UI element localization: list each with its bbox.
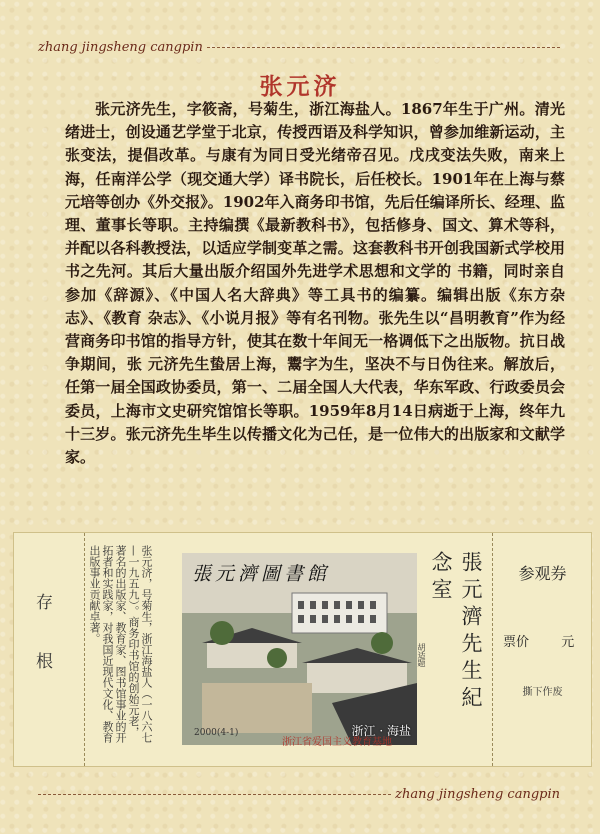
header-signature: zhang jingsheng cangpin [38,39,203,55]
memorial-hall-name: 張元濟先生紀念室 [429,551,483,713]
ticket-photo-panel [182,553,417,745]
footer-divider [38,794,391,795]
admission-title: 参观券 [518,564,567,583]
ticket-stub [14,533,85,766]
education-base-label: 浙江省爱国主义教育基地 [282,737,392,748]
inscription-credit: 胡适题 [417,643,426,667]
stub-label: 存根 [32,593,52,711]
tear-off-note: 撕下作废 [522,687,563,698]
admission-price [503,631,574,650]
admission-ticket [13,532,592,767]
library-photo [182,553,417,745]
photo-calligraphy: 張元濟圖書館 [192,563,331,585]
header [38,37,560,57]
article-title: 张元济 [259,73,341,100]
price-label: 票价 [503,635,530,650]
photo-place-caption: 浙江 · 海盐 [351,724,411,738]
footer-signature: zhang jingsheng cangpin [395,786,560,802]
article-body: 张元济先生，字筱斋，号菊生，浙江海盐人。1867年生于广州。清光绪进士，创设通艺学堂于北京，传授西语及科学知识，曾参加维新运动，主张变法，提倡改革。与康有为同日受光绪帝召见。戊戌变法失败，南来上海，任南洋公学（现交通大学）译书院长，后任校长。1901年在上海与蔡元培等创办《外交报》。1902年入商务印书馆，先后任编译所长、经理、监理、董事长等职。主持编撰《最新教科书》，包括修身、国文、算术等科，并配以各科教授法，以适应学制变革之需。这套教科书开创我国新式学校用书之先河。其后大量出版介绍国外先进学术思想和文学的 书籍，同时亲自参加《辞源》、《中国人名大辞典》等工具书的编纂。编辑出版《东方杂志》、《教育 杂志》、《小说月报》等有名刊物。张先生以“昌明教育”作为经营商务印书馆的指导方针，使其在数十年间无一格调低下之出版物。抗日战争期间，张 元济先生蛰居上海，鬻字为生，坚决不与日伪往来。解放后，任第一届全国政协委员，第一、二届全国人大代表，华东军政、行政委员会委员，上海市文史研究馆馆长等职。1959年8月14日病逝于上海，终年九十三岁。张元济先生毕生以传播文化为己任，是一位伟大的出版家和文献学家。 [65,100,565,467]
footer [38,784,560,804]
price-unit: 元 [561,635,575,650]
ticket-admission-slip [492,533,592,766]
ticket-date: 2000(4-1) [194,728,239,738]
header-divider [207,47,560,48]
ticket-vertical-text: 张元济，号菊生，浙江海盐人（一八六七—一九五九）。商务印书馆的创始元老，著名的出版家、教育家、图书馆事业的开拓者和实践家，对我国近现代文化、教育出版事业贡献卓著。 [88,545,153,743]
